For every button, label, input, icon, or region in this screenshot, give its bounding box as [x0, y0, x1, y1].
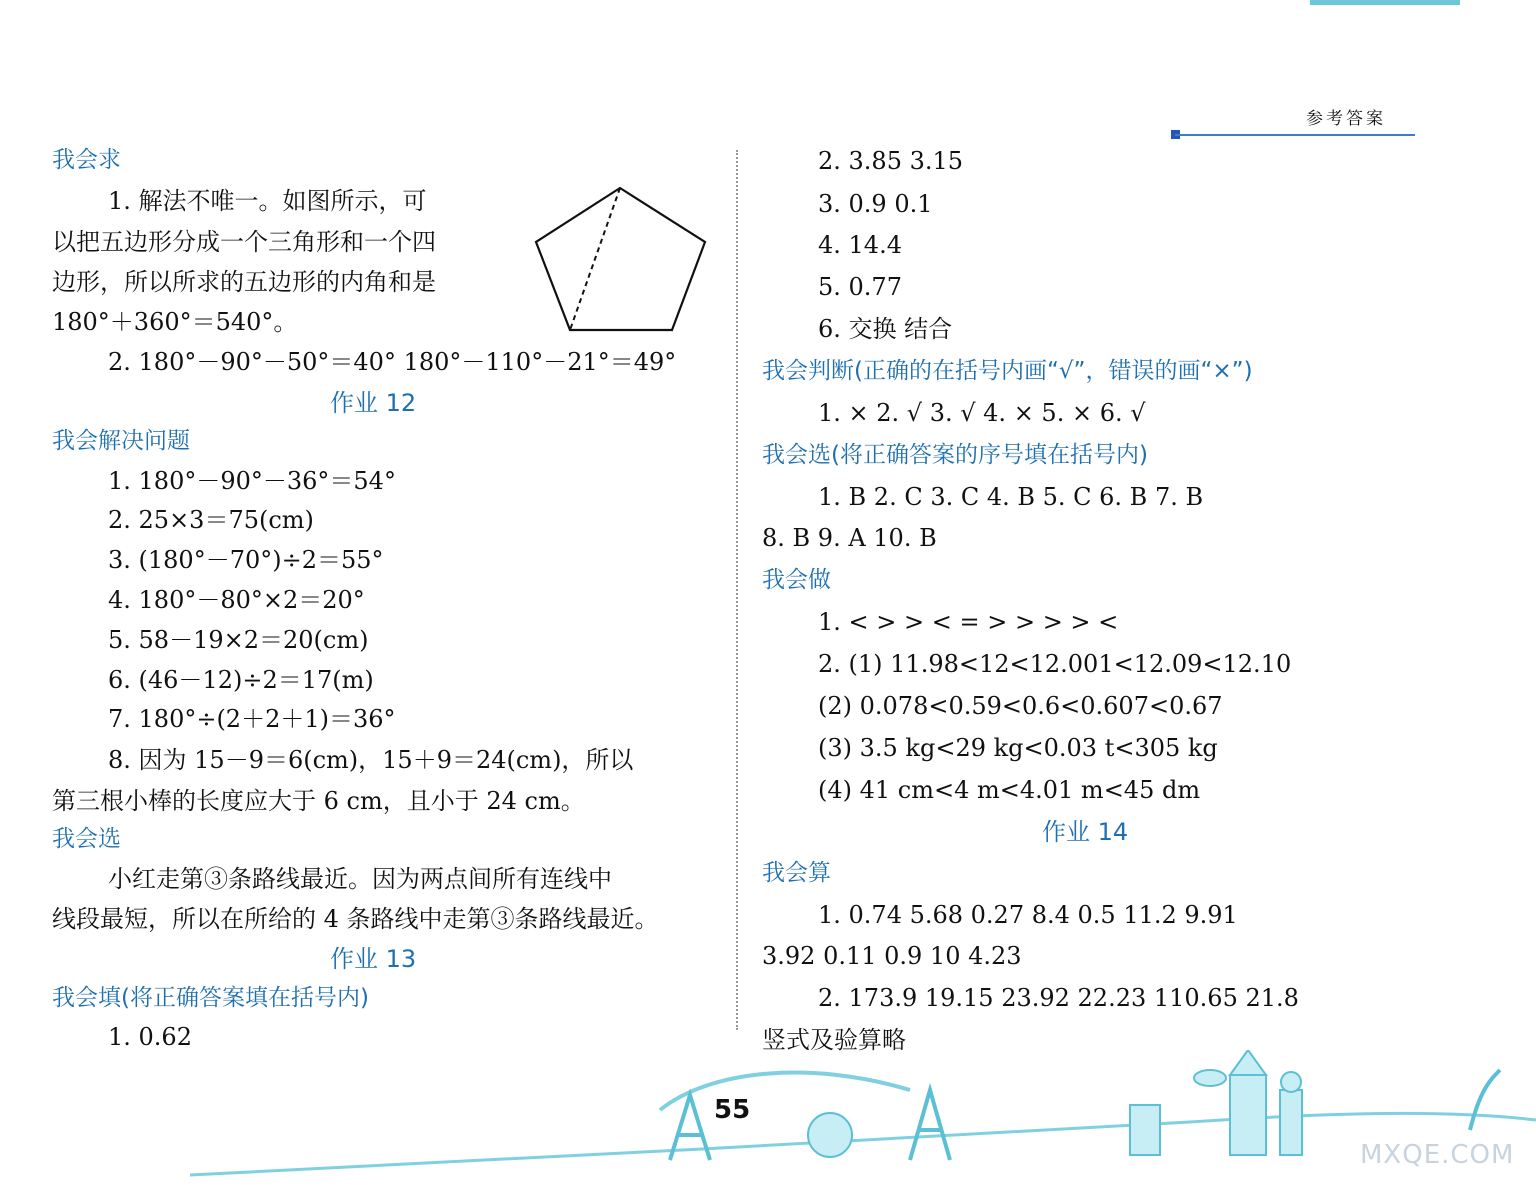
answer-line: 6. 交换 结合 — [818, 315, 953, 343]
answer-line: 8. B 9. A 10. B — [762, 524, 937, 552]
answer-line: (2) 0.078<0.59<0.6<0.607<0.67 — [818, 692, 1223, 720]
answer-line: 以把五边形分成一个三角形和一个四 — [52, 228, 436, 256]
homework-title: 作业 12 — [330, 389, 417, 417]
answer-line: 3.92 0.11 0.9 10 4.23 — [762, 942, 1022, 970]
answer-line: 8. 因为 15－9＝6(cm)，15＋9＝24(cm)，所以 — [108, 746, 634, 774]
answer-line: 4. 14.4 — [818, 231, 902, 259]
answer-line: 1. 0.62 — [108, 1023, 192, 1051]
answer-line: 1. 180°－90°－36°＝54° — [108, 467, 396, 495]
answer-line: 180°＋360°＝540°。 — [52, 308, 298, 336]
answer-line: 7. 180°÷(2＋2＋1)＝36° — [108, 705, 396, 733]
answer-line: 2. 173.9 19.15 23.92 22.23 110.65 21.8 — [818, 984, 1299, 1012]
answer-line: 1. 解法不唯一。如图所示，可 — [108, 187, 427, 215]
answer-line: 5. 0.77 — [818, 273, 902, 301]
answer-line: 2. 180°－90°－50°＝40° 180°－110°－21°＝49° — [108, 348, 677, 376]
answer-line: 3. (180°－70°)÷2＝55° — [108, 546, 384, 574]
answer-line: 1. × 2. √ 3. √ 4. × 5. × 6. √ — [818, 399, 1146, 427]
page-number: 55 — [714, 1095, 751, 1125]
decorative-landscape-illustration — [190, 1050, 1536, 1190]
answer-line: 5. 58－19×2＝20(cm) — [108, 626, 369, 654]
answer-line: 6. (46－12)÷2＝17(m) — [108, 666, 374, 694]
page-header-title: 参考答案 — [1306, 109, 1386, 129]
answer-line: 3. 0.9 0.1 — [818, 190, 933, 218]
header-rule — [1175, 134, 1415, 136]
answer-line: 1. < > > < = > > > > < — [818, 608, 1119, 636]
section-heading: 我会选(将正确答案的序号填在括号内) — [762, 442, 1148, 468]
section-heading: 我会解决问题 — [52, 428, 190, 454]
answer-line: 小红走第③条路线最近。因为两点间所有连线中 — [108, 865, 612, 893]
section-heading: 我会填(将正确答案填在括号内) — [52, 985, 369, 1011]
answer-line: 1. B 2. C 3. C 4. B 5. C 6. B 7. B — [818, 483, 1204, 511]
answer-line: 2. 3.85 3.15 — [818, 147, 964, 175]
top-accent-bar — [1310, 0, 1460, 5]
homework-title: 作业 14 — [1042, 818, 1129, 846]
watermark-text: MXQE.COM — [1360, 1140, 1515, 1170]
answer-line: 边形，所以所求的五边形的内角和是 — [52, 268, 436, 296]
section-heading: 我会选 — [52, 826, 121, 852]
answer-line: 2. (1) 11.98<12<12.001<12.09<12.10 — [818, 650, 1292, 678]
section-heading: 我会算 — [762, 860, 831, 886]
section-heading: 我会判断(正确的在括号内画“√”，错误的画“×”) — [762, 358, 1253, 384]
answer-line: 4. 180°－80°×2＝20° — [108, 586, 365, 614]
homework-title: 作业 13 — [330, 945, 417, 973]
answer-line: 1. 0.74 5.68 0.27 8.4 0.5 11.2 9.91 — [818, 901, 1238, 929]
answer-line: (4) 41 cm<4 m<4.01 m<45 dm — [818, 776, 1201, 804]
answer-line: 竖式及验算略 — [762, 1026, 906, 1054]
column-divider — [736, 150, 738, 1030]
answer-line: 线段最短，所以在所给的 4 条路线中走第③条路线最近。 — [52, 905, 659, 933]
pentagon-diagram — [532, 184, 712, 336]
answer-line: 第三根小棒的长度应大于 6 cm，且小于 24 cm。 — [52, 787, 585, 815]
answer-line: 2. 25×3＝75(cm) — [108, 506, 314, 534]
section-heading: 我会求 — [52, 147, 121, 173]
section-heading: 我会做 — [762, 567, 831, 593]
answer-line: (3) 3.5 kg<29 kg<0.03 t<305 kg — [818, 734, 1218, 762]
